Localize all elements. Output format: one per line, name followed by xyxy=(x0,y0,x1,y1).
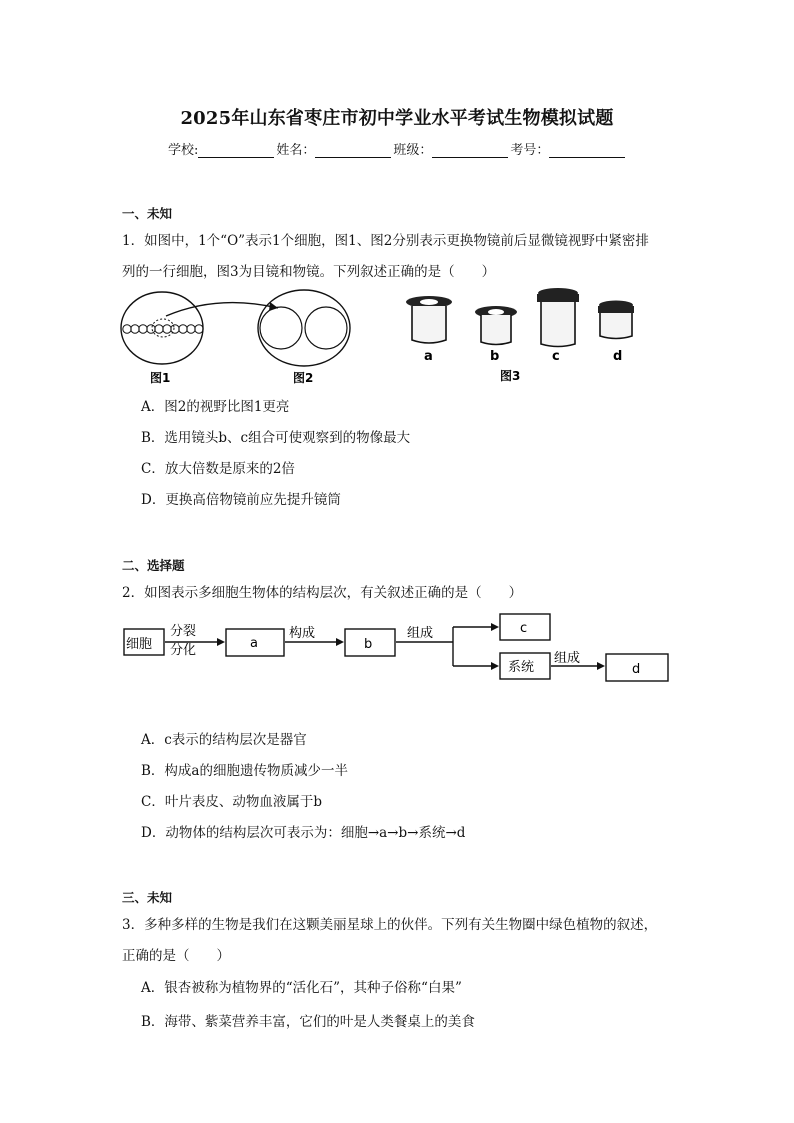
label-compose-1: 组成 xyxy=(407,626,434,641)
box-system: 系统 xyxy=(508,660,535,675)
question-3-option-a[interactable]: A．银杏被称为植物界的“活化石”，其种子俗称“白果” xyxy=(141,980,462,996)
school-label: 学校: xyxy=(168,143,199,158)
section-heading-3: 三、未知 xyxy=(122,890,173,905)
label-split: 分裂 xyxy=(170,624,197,639)
question-3-line-2: 正确的是（ ） xyxy=(122,948,230,964)
figure-2-label: 图2 xyxy=(293,371,314,385)
question-1-line-1: 1．如图中，1个“O”表示1个细胞，图1、图2分别表示更换物镜前后显微镜视野中紧密排 xyxy=(122,233,649,249)
lens-b xyxy=(475,306,517,345)
section-heading-2: 二、选择题 xyxy=(122,558,185,573)
question-1-figure xyxy=(118,288,658,388)
lens-c xyxy=(537,288,579,347)
question-2-option-b[interactable]: B．构成a的细胞遗传物质减少一半 xyxy=(141,763,348,779)
lens-d xyxy=(598,301,634,339)
label-form: 构成 xyxy=(289,626,316,641)
name-label: 姓名： xyxy=(276,143,316,158)
question-2-option-c[interactable]: C．叶片表皮、动物血液属于b xyxy=(141,794,322,810)
name-field[interactable] xyxy=(315,143,391,158)
figure-2-field-of-view xyxy=(258,290,350,366)
figure-3-label: 图3 xyxy=(500,369,521,383)
class-field[interactable] xyxy=(432,143,508,158)
box-cell: 细胞 xyxy=(126,637,153,652)
question-1-option-b[interactable]: B．选用镜头b、c组合可使观察到的物像最大 xyxy=(141,430,411,446)
question-1-option-a[interactable]: A．图2的视野比图1更亮 xyxy=(141,399,290,415)
label-diff: 分化 xyxy=(170,643,197,658)
box-b: b xyxy=(364,637,373,652)
school-field[interactable] xyxy=(198,143,274,158)
page-title: 2025年山东省枣庄市初中学业水平考试生物模拟试题 xyxy=(180,108,614,129)
figure-1-field-of-view xyxy=(121,292,203,364)
label-compose-2: 组成 xyxy=(554,651,581,666)
question-1-option-d[interactable]: D．更换高倍物镜前应先提升镜筒 xyxy=(141,492,341,508)
box-a: a xyxy=(250,636,258,651)
lens-a xyxy=(406,296,452,343)
question-2-line-1: 2．如图表示多细胞生物体的结构层次，有关叙述正确的是（ ） xyxy=(122,585,523,601)
question-1-line-2: 列的一行细胞，图3为目镜和物镜。下列叙述正确的是（ ） xyxy=(122,264,496,280)
lens-b-label: b xyxy=(490,349,500,364)
lens-d-label: d xyxy=(613,349,623,364)
box-d: d xyxy=(632,662,641,677)
structure-level-diagram xyxy=(118,608,678,688)
class-label: 班级： xyxy=(393,143,433,158)
number-field[interactable] xyxy=(549,143,625,158)
lens-a-label: a xyxy=(424,349,433,364)
question-3-option-b[interactable]: B．海带、紫菜营养丰富，它们的叶是人类餐桌上的美食 xyxy=(141,1014,475,1030)
question-2-option-d[interactable]: D．动物体的结构层次可表示为：细胞→a→b→系统→d xyxy=(141,825,466,841)
box-c: c xyxy=(520,621,528,636)
student-info-line xyxy=(168,139,627,158)
section-heading-1: 一、未知 xyxy=(122,206,173,221)
question-2-option-a[interactable]: A．c表示的结构层次是器官 xyxy=(141,732,307,748)
lens-c-label: c xyxy=(552,349,560,364)
number-label: 考号： xyxy=(510,143,550,158)
question-3-line-1: 3．多种多样的生物是我们在这颗美丽星球上的伙伴。下列有关生物圈中绿色植物的叙述， xyxy=(122,917,658,933)
question-1-option-c[interactable]: C．放大倍数是原来的2倍 xyxy=(141,461,295,477)
figure-1-label: 图1 xyxy=(150,371,171,385)
